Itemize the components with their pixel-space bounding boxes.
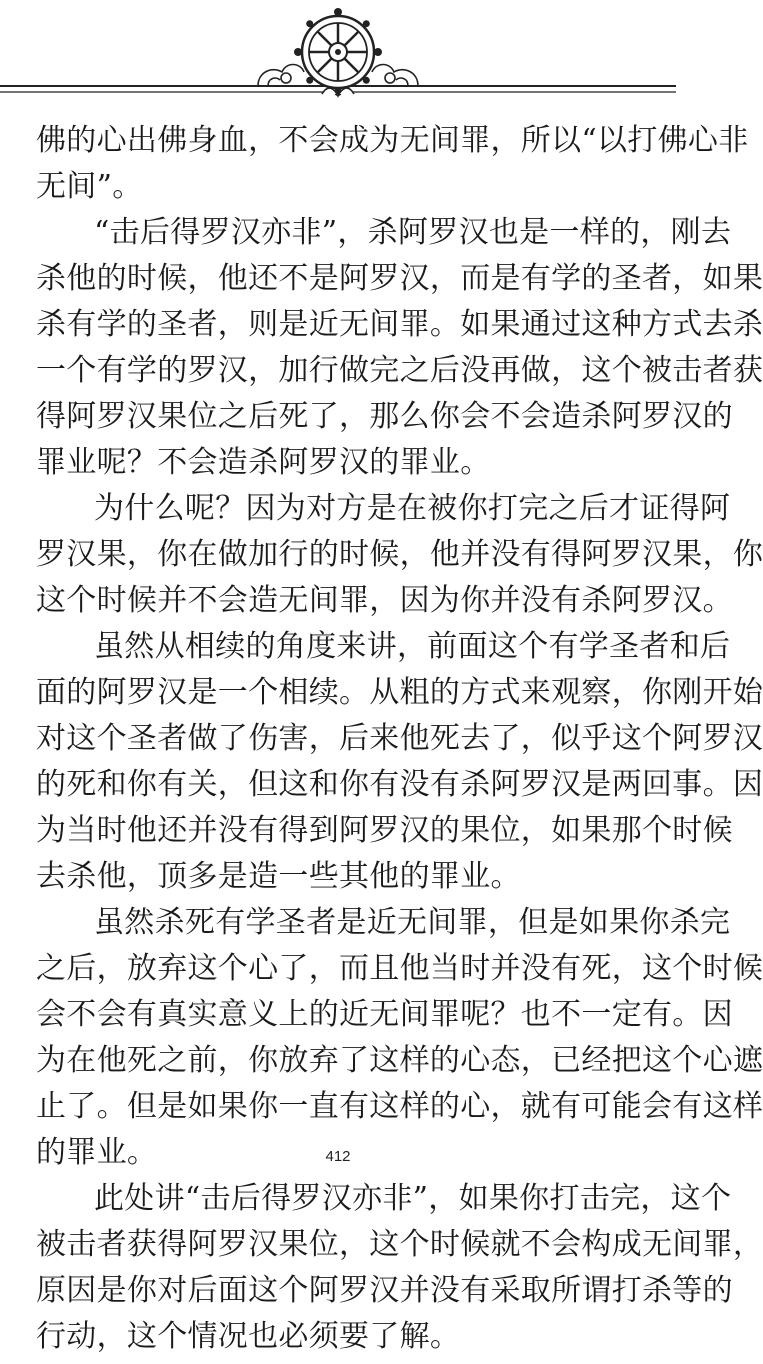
text-line: 佛的心出佛身血，不会成为无间罪，所以“以打佛心非: [36, 123, 749, 158]
text-line: 为当时他还并没有得到阿罗汉的果位，如果那个时候: [36, 813, 733, 848]
text-line: 的罪业。: [36, 1135, 158, 1170]
text-line: 罪业呢？不会造杀阿罗汉的罪业。: [36, 445, 491, 480]
text-line: 原因是你对后面这个阿罗汉并没有采取所谓打杀等的: [36, 1273, 733, 1308]
text-line: 得阿罗汉果位之后死了，那么你会不会造杀阿罗汉的: [36, 399, 733, 434]
text-line: 会不会有真实意义上的近无间罪呢？也不一定有。因: [36, 997, 733, 1032]
page-number: 412: [325, 1148, 351, 1165]
text-line: 虽然杀死有学圣者是近无间罪，但是如果你杀完: [94, 905, 731, 940]
text-line: 虽然从相续的角度来讲，前面这个有学圣者和后: [94, 629, 731, 664]
text-line: 止了。但是如果你一直有这样的心，就有可能会有这样: [36, 1089, 763, 1124]
text-line: 之后，放弃这个心了，而且他当时并没有死，这个时候: [36, 951, 763, 986]
text-line: 的死和你有关，但这和你有没有杀阿罗汉是两回事。因: [36, 767, 763, 802]
text-line: 被击者获得阿罗汉果位，这个时候就不会构成无间罪，: [36, 1227, 763, 1262]
cloud-scroll-left-icon: [258, 65, 304, 87]
text-line: 对这个圣者做了伤害，后来他死去了，似乎这个阿罗汉: [36, 721, 763, 756]
text-line: 杀他的时候，他还不是阿罗汉，而是有学的圣者，如果: [36, 261, 763, 296]
text-line: 无间”。: [36, 169, 143, 204]
text-line: 去杀他，顶多是造一些其他的罪业。: [36, 859, 521, 894]
text-line: 一个有学的罗汉，加行做完之后没再做，这个被击者获: [36, 353, 763, 388]
text-line: 为在他死之前，你放弃了这样的心态，已经把这个心遮: [36, 1043, 763, 1078]
text-line: 面的阿罗汉是一个相续。从粗的方式来观察，你刚开始: [36, 675, 763, 710]
text-line: 杀有学的圣者，则是近无间罪。如果通过这种方式去杀: [36, 307, 763, 342]
text-line: 为什么呢？因为对方是在被你打完之后才证得阿: [94, 491, 731, 526]
page-body: [36, 122, 763, 1364]
text-line: 这个时候并不会造无间罪，因为你并没有杀阿罗汉。: [36, 583, 733, 618]
header-ornament: [0, 0, 676, 112]
text-line: 罗汉果，你在做加行的时候，他并没有得阿罗汉果，你: [36, 537, 763, 572]
cloud-scroll-right-icon: [372, 65, 418, 87]
text-line: 行动，这个情况也必须要了解。: [36, 1319, 461, 1354]
text-line: 此处讲“击后得罗汉亦非”，如果你打击完，这个: [94, 1181, 732, 1216]
dharma-wheel-icon: [294, 8, 382, 96]
text-line: “击后得罗汉亦非”，杀阿罗汉也是一样的，刚去: [94, 215, 732, 250]
